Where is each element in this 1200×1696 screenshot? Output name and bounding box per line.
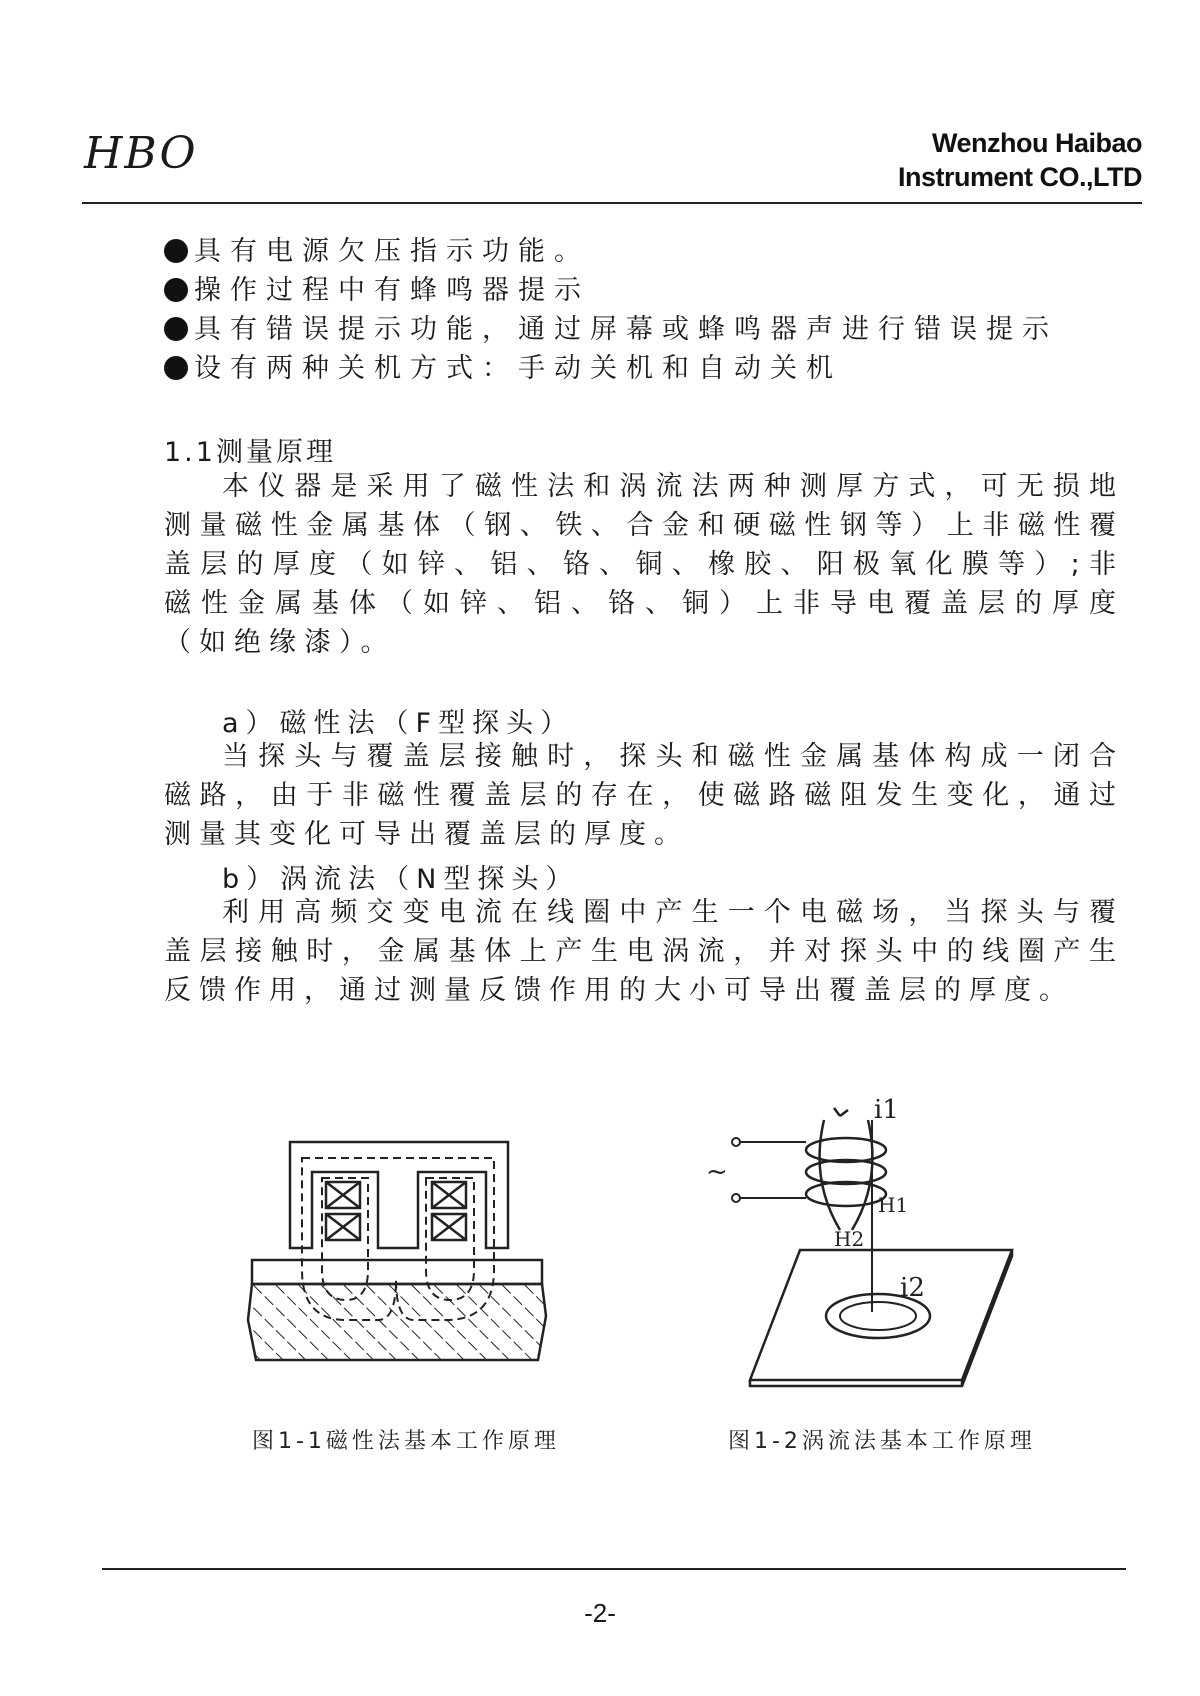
bullet-icon <box>164 239 188 263</box>
feature-item <box>164 271 1058 310</box>
label-i2: i2 <box>900 1273 925 1303</box>
ac-source-label: ~ <box>706 1157 728 1187</box>
company-name <box>898 126 1142 194</box>
feature-item <box>164 310 1058 349</box>
feature-item <box>164 349 1058 388</box>
bullet-icon <box>164 317 188 341</box>
label-h2: H2 <box>834 1227 865 1251</box>
feature-list <box>164 232 1058 388</box>
coil-right <box>432 1182 466 1240</box>
coil-left <box>326 1182 360 1240</box>
company-name-line1: Wenzhou Haibao <box>931 128 1142 158</box>
figure-1-caption: 图1-1磁性法基本工作原理 <box>252 1429 560 1454</box>
feature-text: 设有两种关机方式：手动关机和自动关机 <box>194 353 842 384</box>
eddy-current-diagram <box>706 1080 1040 1380</box>
company-logo: HBO <box>84 128 198 179</box>
method-a-paragraph: 当探头与覆盖层接触时，探头和磁性金属基体构成一闭合磁路，由于非磁性覆盖层的存在，使磁路磁阻发生变化，通过测量其变化可导出覆盖层的厚度。 <box>164 741 1124 850</box>
bullet-icon <box>164 278 188 302</box>
coating-layer <box>252 1260 542 1284</box>
method-b-paragraph: 利用高频交变电流在线圈中产生一个电磁场，当探头与覆盖层接触时，金属基体上产生电涡流，并对探头中的线圈产生反馈作用，通过测量反馈作用的大小可导出覆盖层的厚度。 <box>164 897 1124 1006</box>
company-name-line2: Instrument CO.,LTD <box>898 162 1142 192</box>
feature-item <box>164 232 1058 271</box>
method-a-title: a）磁性法（F型探头） <box>222 708 575 739</box>
method-b-title: b）涡流法（N型探头） <box>222 864 580 895</box>
label-i1: i1 <box>874 1095 899 1125</box>
feature-text: 具有电源欠压指示功能。 <box>194 236 590 267</box>
intro-paragraph: 本仪器是采用了磁性法和涡流法两种测厚方式，可无损地测量磁性金属基体（钢、铁、合金和硬磁性钢等）上非磁性覆盖层的厚度（如锌、铝、铬、铜、橡胶、阳极氧化膜等）;非磁性金属基体（如锌、铝、铬、铜）上非导电覆盖层的厚度（如绝缘漆）。 <box>164 471 1124 658</box>
magnetic-method-diagram <box>246 1120 546 1380</box>
label-h1: H1 <box>878 1193 909 1217</box>
feature-text: 具有错误提示功能，通过屏幕或蜂鸣器声进行错误提示 <box>194 314 1058 345</box>
probe-coil <box>806 1108 886 1230</box>
footer-divider <box>102 1568 1126 1570</box>
page-number: -2- <box>584 1598 616 1628</box>
section-title: 1.1测量原理 <box>164 437 336 468</box>
header-divider <box>82 202 1142 204</box>
feature-text: 操作过程中有蜂鸣器提示 <box>194 275 590 306</box>
bullet-icon <box>164 356 188 380</box>
figure-2-caption: 图1-2涡流法基本工作原理 <box>728 1429 1036 1454</box>
